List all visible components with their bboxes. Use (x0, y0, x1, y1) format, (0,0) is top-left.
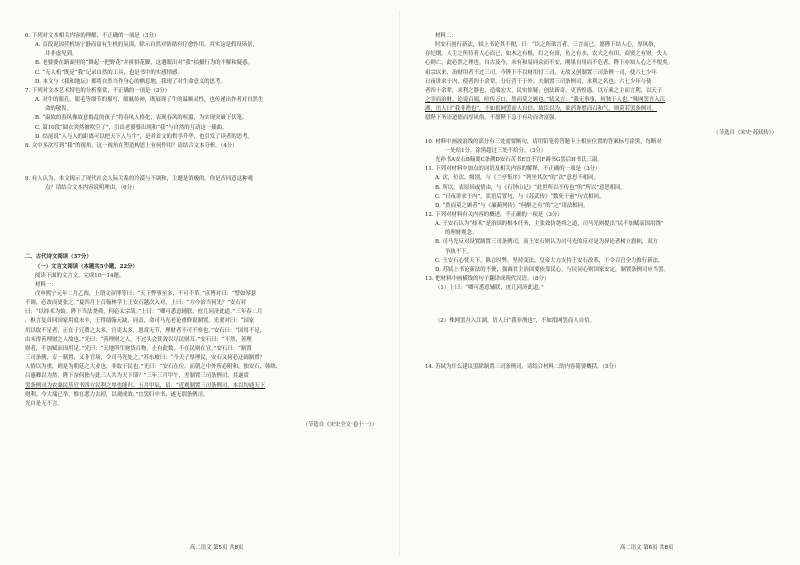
passage-line-marked: 湖，语人曰“我非渔也”，不如捐网罢而人自信。故臣以为，欲消谗慝而召和气，则莫若罢条例司。 (425, 106, 657, 113)
source-citation: （节选自《宋史·苏轼传》） (713, 129, 777, 136)
option-line: （1）上曰：“卿可悉意辅朕，庶几同济此道。” (435, 285, 544, 292)
passage-line: 三司条例，专一制置，又非官场，令司马光处之。”苏东坡曰：“今天子厚理民，安石又何必迂阔制置？ (25, 355, 265, 362)
page-fold (399, 10, 400, 555)
question-line: 12. 下列对材料有关内容的概述，不正确的一项是（3分） (425, 211, 563, 218)
passage-line: 时安石创行新法，轼上书论其不便，曰：“臣之所欲言者，三言而已。愿陛下结人心，厚风俗， (435, 42, 659, 49)
passage-line: 祖宗以来，治财用者不过三司。今陛下不以财用付三司，无故又创制置三司条例一司，使六七少年 (425, 69, 657, 76)
left-page (25, 32, 385, 430)
option-line: B. 所以，表原因或情由，与《石钟山记》“此世所以不传也”的“所以”意思相同。 (435, 184, 626, 191)
footer-right: 高二语文 第6页 共8页 (620, 545, 674, 551)
option-line: 命的敬畏。 (45, 106, 72, 113)
passage-line: 日夜讲求于内，使者四十余辈，分行营干于外。夫制置三司条例司，求利之名也；六七少年与使 (425, 78, 652, 85)
question-line: 8. 文中多次写到“我”的视角，这一视角在塑造构思上有何作用？请结合文本分析。（4分） (25, 142, 238, 149)
passage-line: 吕惠卿以为然，陛下奈何独与此三人共为天下耶？”三年三月甲午，差制置三司条例司，其遂赏 (25, 373, 249, 380)
option-line: B. 司马光反对设置制置三司条例司，而王安石则认为司马光的反对是为异论者树立旗帜，双方 (435, 239, 659, 246)
source-citation: （节选自《宋史全文·卷十一》） (302, 422, 377, 428)
question-line: 6. 下列对文本相关内容的理解，不正确的一项是（3分） (25, 33, 160, 39)
passage-line-marked: 罢条例司为农桑民乐官书四方民利之厚也能归。五月甲辰，诏：“近观制置三司条例司，本以均通天下 (25, 382, 265, 389)
option-line: 材料二： (435, 33, 457, 39)
passage-line: 由未得善理财之人故也。”光曰：“善理财之人，不过头会箕敛以尽民财耳。”安石曰：“不然，善理 (25, 336, 252, 343)
passage-line: 愿陛下务崇道德而厚风俗，不愿陛下急于有功而贪富强。 (425, 115, 560, 122)
answer-space (425, 327, 785, 351)
section-heading: 二、古代诗文阅读（37分） (25, 254, 92, 261)
passage-line: 存纪纲。人主之所恃者人心而已，如木之有根，灯之有膏，鱼之有水，农夫之有田，商贾之有财。失人 (425, 51, 668, 58)
option-line: 光孙书A安石B翰要C条例D安石苦书E宜不官F调书G罢后H书氏三温。 (435, 157, 603, 164)
option-line: A. 王安石认为“择术”是治国的根本任务，主张效仿尧舜之道，司马光则提出“民不加赋而国用饶” (435, 221, 664, 228)
option-line: C. 王安石心忧天下，陈言时弊，坚持变法，皇帝大力支持王安石改革，下令百官全力推行新法。 (435, 257, 664, 264)
answer-space (25, 217, 385, 241)
option-line: B. “温软的春风像故意捣乱的孩子”将春风人格化，表现春风的喧嚣，为实现突破下伏笔。 (35, 115, 248, 122)
option-line: 的理财观念。 (445, 230, 478, 237)
question-line: 9. 有人认为，本文揭示了现代社会人际关系的冷漠与不调和，主题是消极的。你是否同意这种观 (25, 176, 253, 183)
option-line: B. 老婆婆在路面里的“舞起一把野花”并拼拼花脚，这遇眼出对“我”拍摄行为的不解和疑惑。 (35, 60, 253, 67)
question-line: 7. 下列对文本艺术特色的分析鉴赏，不正确的一项是（3分） (25, 87, 171, 94)
option-line: 一处给1分，涂黑超过三处不给分。（3分） (445, 147, 547, 154)
option-line: C. “无人机”既是“我”记录自然的工具，也是书中的实感情感。 (35, 69, 183, 76)
passage-line: 用以取不足者，正在于冗费之太多，官吏太多，恩赏无节，理财者不可不察也。”安石曰：“国用不足， (25, 327, 265, 334)
option-line: A. 对牛的眼孔、眼毛等细节的描写，细腻传神，既展现了牛的温顺灵性，也传递出作者对自然生 (35, 97, 264, 104)
option-line: C. 第10段“圆衣突然被吹空了”，引出老婆婆出现和“我”与自然的互动这一插曲。 (35, 124, 228, 131)
option-line: D. “然而莫之顾者”与《廉蔺列传》“何醉之有”的“之”用法相同。 (435, 202, 589, 209)
question-line: 11. 下列对材料中加点的词语及相关内容的解释，不正确的一项是（3分） (425, 166, 601, 173)
right-page (425, 32, 785, 372)
option-line: C. “日夜讲求于内”，状语后置句，与《苏武传》“数死于前”句式相同。 (435, 193, 605, 200)
passage-line: 人情以为重，则是为朝廷之大业也，非取于民也。”光曰：“安石在位，而朝之中外所必附和，独安石、韩绛、 (25, 364, 282, 371)
passage-line: 戊申熙宁元年二月乙酉，上谓文彦博等曰：“天下弊事至多，不可不革。”彦博对曰：“譬如琴瑟 (35, 290, 257, 297)
passage-line: 不调，必改而更张之。”夏四月上召翰林学士王安石越次入对，上曰：“方今治当何先？”安石对 (25, 300, 247, 307)
option-line: A. 首段说国营机场宁静而富有生机的氛围，除示自然对情绪有疗愈作用。其实这是假设场景， (35, 42, 258, 49)
option-line: D. 苏轼上书论新法的不便，强调君主治国要依靠民心，与民同心则国家安定，制置条例司应当罢。 (435, 266, 669, 273)
answer-space (425, 293, 785, 317)
subsection-heading: （一）文言文阅读（本题共5小题，22分） (35, 263, 138, 270)
passage-line: 财利。今大端已举，惟在悉力去掉，以观成效。”宜罢归中书，遂无别条例司。 (25, 391, 209, 398)
question-line: 14. 苏轼为什么建议罢除制置三司条例司，请结合材料二的内容简要概括。（5分） (425, 363, 620, 370)
passage-line: ，枢言复首回国家用度未丰，王得绩翰元缺，同责，命司马光老论重修说制置。光要对曰：“国家 (25, 318, 255, 325)
option-line: 材料一： (35, 281, 57, 288)
answer-space (425, 351, 785, 363)
passage-line: 光自是无不言。 (25, 400, 63, 407)
footer-left: 高二语文 第5页 共8页 (190, 545, 244, 551)
option-line: D. 本文与《我和地坛》都将自然当作身心的栖息地，我现了对生命意义的思考。 (35, 78, 226, 85)
option-line: 点？请结合文本内容说明理由。（6分） (45, 185, 138, 192)
passage-line: 曰：“以择术为始。陛下当法尧舜，何必太宗哉。”上曰：“卿可悉意辅朕，庶几同济此道。”三年春二月 (25, 309, 263, 316)
answer-space (25, 151, 385, 175)
option-line: D. 结尾说“人与人的距离可以把天下人与牛”，是对首文的哲学升华，也引发了读者的思考。 (35, 133, 253, 140)
answer-space (25, 193, 385, 217)
option-line: 并非虚见到。 (45, 51, 78, 58)
option-line: 阅读下面的文言文，完成10～14题。 (35, 272, 125, 279)
answer-space (25, 409, 385, 421)
question-line: 13. 把材料中画横线的句子翻译成现代汉语。（8分） (425, 276, 550, 283)
passage-line: 心则亡，此必然之理也。自古及今，未有和易同众而不安，刚果自用而不危者。陛下亦知人心之不悦矣。 (425, 60, 673, 67)
passage-line: 财者，不加赋而国用足。”光曰：“天地所生财货百物，止有此数，不在民则在官。”安石曰：“制置 (25, 345, 252, 352)
answer-space (25, 241, 385, 253)
option-line: A. 次，位次、级别，与《兰亭集序》“列坐其次”的“次”意思不相同。 (435, 175, 599, 182)
question-line: 10. 材料中画波浪线的部分有三处需要断句，请用铅笔将答题卡上相应位置的答案标号涂黑，每断对 (425, 138, 662, 145)
passage-line-marked: 之宰而治财，论说百端，喧传万口，然而莫之顾也。”轼又言：“我无事事，何独于人也。”殊网罢吾入江 (425, 97, 666, 104)
option-line: （2）殊网罢吾入江湖，语人曰“我非渔也”，不如捐网罢而人自信。 (435, 318, 595, 325)
passage-line: 者四十余辈，求利之器也。造端宏大，民实惊疑；创法新奇，吏皆惶惑。以万乘之主而言利，以天子 (425, 87, 663, 94)
option-line: 争执不下。 (445, 248, 472, 255)
